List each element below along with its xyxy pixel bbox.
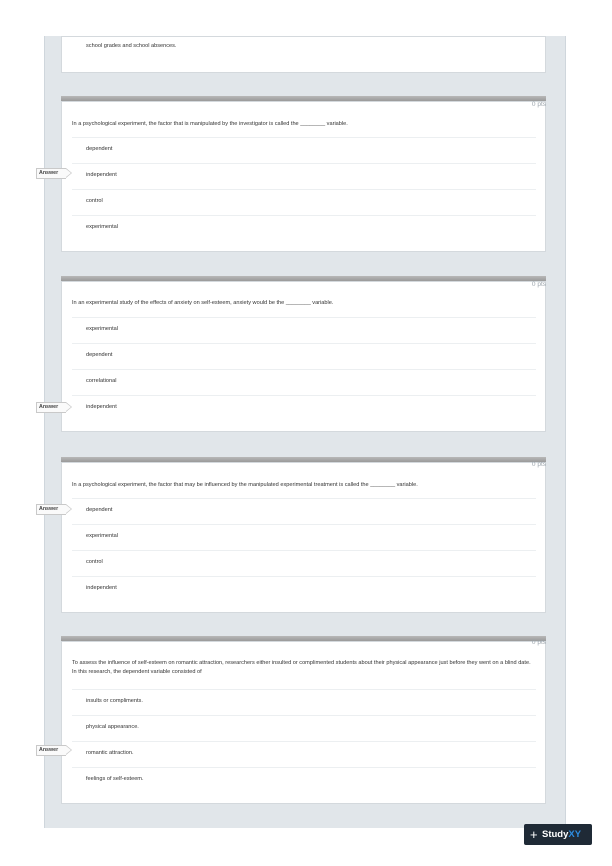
- answer-option[interactable]: [72, 550, 536, 576]
- question-text: In an experimental study of the effects of anxiety on self-esteem, anxiety would be the ________ variable.: [72, 300, 334, 306]
- correct-answer-tag: Answer: [36, 745, 66, 756]
- answer-option[interactable]: [72, 395, 536, 421]
- answer-option[interactable]: [72, 215, 536, 241]
- answer-option[interactable]: [72, 689, 536, 715]
- question-text: In a psychological experiment, the factor that is manipulated by the investigator is called the ________ variable.: [72, 121, 348, 127]
- answer-text: school grades and school absences.: [86, 43, 177, 49]
- answer-option[interactable]: [72, 715, 536, 741]
- plus-icon: +: [530, 827, 538, 842]
- answer-option[interactable]: [72, 137, 536, 163]
- option-label: control: [86, 559, 103, 565]
- answer-option[interactable]: [72, 576, 536, 602]
- option-label: dependent: [86, 507, 113, 513]
- option-label: feelings of self-esteem.: [86, 776, 144, 782]
- logo-text: [542, 824, 581, 845]
- points-label: 0 pts: [531, 281, 546, 288]
- answer-option[interactable]: [72, 524, 536, 550]
- option-label: insults or compliments.: [86, 698, 143, 704]
- answer-option[interactable]: [72, 369, 536, 395]
- question-text: To assess the influence of self-esteem on romantic attraction, researchers either insulted or complimented students about their physical appearance just before they went on a blind date. In this research, the dependent variable consisted of: [72, 660, 531, 675]
- correct-answer-tag: Answer: [36, 504, 66, 515]
- option-label: experimental: [86, 224, 119, 230]
- option-label: dependent: [86, 352, 113, 358]
- answer-option[interactable]: [72, 163, 536, 189]
- option-label: control: [86, 198, 103, 204]
- logo-text-xy: XY: [568, 829, 582, 840]
- option-label: correlational: [86, 378, 117, 384]
- option-label: independent: [86, 172, 117, 178]
- question-text: In a psychological experiment, the factor that may be influenced by the manipulated experimental treatment is called the ________ variable.: [72, 482, 418, 488]
- correct-answer-tag: Answer: [36, 168, 66, 179]
- question-card-partial: [61, 36, 546, 73]
- answer-option[interactable]: [72, 741, 536, 767]
- studyxy-logo[interactable]: [524, 824, 592, 845]
- option-label: dependent: [86, 146, 113, 152]
- logo-text-study: Study: [542, 829, 569, 840]
- option-label: independent: [86, 404, 117, 410]
- answer-option[interactable]: [72, 343, 536, 369]
- correct-answer-tag: Answer: [36, 402, 66, 413]
- answer-option[interactable]: [72, 189, 536, 215]
- option-label: independent: [86, 585, 117, 591]
- points-label: 0 pts: [531, 461, 546, 468]
- option-label: experimental: [86, 326, 119, 332]
- option-label: physical appearance.: [86, 724, 139, 730]
- option-label: experimental: [86, 533, 119, 539]
- answer-option[interactable]: [72, 317, 536, 343]
- points-label: 0 pts: [531, 101, 546, 108]
- option-label: romantic attraction.: [86, 750, 134, 756]
- answer-option[interactable]: [72, 767, 536, 793]
- points-label: 0 pts: [531, 639, 546, 646]
- answer-option[interactable]: [72, 498, 536, 524]
